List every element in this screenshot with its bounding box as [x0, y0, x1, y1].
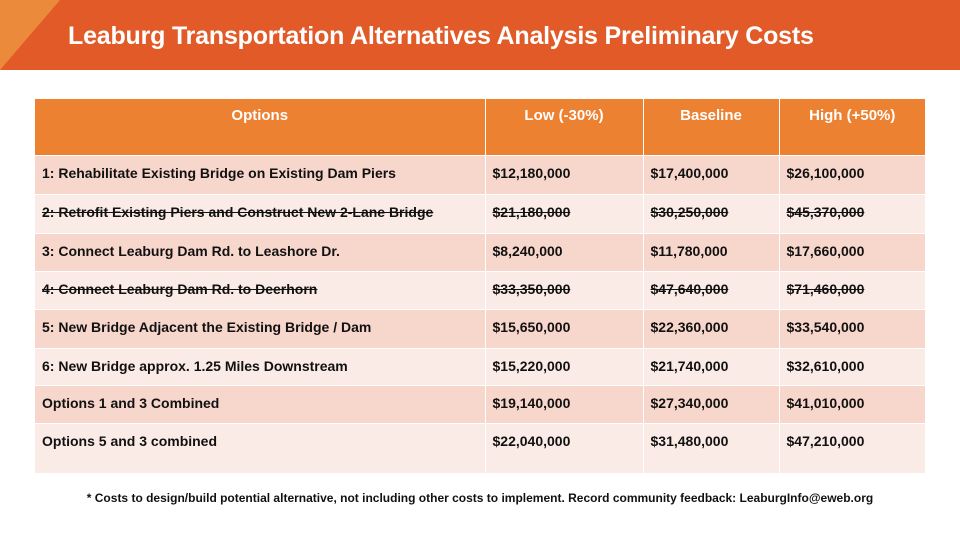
table-row: [35, 348, 925, 385]
high-cost-cell: $33,540,000: [779, 309, 925, 348]
column-header-high: High (+50%): [779, 99, 925, 155]
option-cell: 1: Rehabilitate Existing Bridge on Existing Dam Piers: [35, 155, 485, 194]
high-cost-cell: $45,370,000: [779, 194, 925, 233]
baseline-cost-cell: $30,250,000: [643, 194, 779, 233]
column-header-baseline: Baseline: [643, 99, 779, 155]
table-row: [35, 423, 925, 473]
option-cell: Options 5 and 3 combined: [35, 423, 485, 473]
baseline-cost-cell: $47,640,000: [643, 271, 779, 309]
page-title: Leaburg Transportation Alternatives Analysis Preliminary Costs: [68, 22, 814, 50]
baseline-cost-cell: $22,360,000: [643, 309, 779, 348]
low-cost-cell: $15,650,000: [485, 309, 643, 348]
option-cell: Options 1 and 3 Combined: [35, 385, 485, 423]
baseline-cost-cell: $21,740,000: [643, 348, 779, 385]
table-row: [35, 271, 925, 309]
option-cell: 3: Connect Leaburg Dam Rd. to Leashore Dr.: [35, 233, 485, 271]
high-cost-cell: $47,210,000: [779, 423, 925, 473]
low-cost-cell: $19,140,000: [485, 385, 643, 423]
option-cell: 2: Retrofit Existing Piers and Construct New 2-Lane Bridge: [35, 194, 485, 233]
table-row: [35, 309, 925, 348]
column-header-options: Options: [35, 99, 485, 155]
high-cost-cell: $17,660,000: [779, 233, 925, 271]
baseline-cost-cell: $17,400,000: [643, 155, 779, 194]
footnote: * Costs to design/build potential alternative, not including other costs to implement. Record community feedback: LeaburgInfo@eweb.org: [86, 491, 874, 505]
low-cost-cell: $12,180,000: [485, 155, 643, 194]
option-cell: 4: Connect Leaburg Dam Rd. to Deerhorn: [35, 271, 485, 309]
low-cost-cell: $15,220,000: [485, 348, 643, 385]
table-row: [35, 155, 925, 194]
table-row: [35, 385, 925, 423]
title-bar: [0, 0, 960, 70]
low-cost-cell: $8,240,000: [485, 233, 643, 271]
baseline-cost-cell: $31,480,000: [643, 423, 779, 473]
high-cost-cell: $32,610,000: [779, 348, 925, 385]
table-row: [35, 233, 925, 271]
high-cost-cell: $71,460,000: [779, 271, 925, 309]
title-accent-corner: [0, 0, 60, 70]
high-cost-cell: $41,010,000: [779, 385, 925, 423]
table-header-row: [35, 99, 925, 155]
baseline-cost-cell: $11,780,000: [643, 233, 779, 271]
option-cell: 6: New Bridge approx. 1.25 Miles Downstream: [35, 348, 485, 385]
table-row: [35, 194, 925, 233]
baseline-cost-cell: $27,340,000: [643, 385, 779, 423]
column-header-low: Low (-30%): [485, 99, 643, 155]
option-cell: 5: New Bridge Adjacent the Existing Bridge / Dam: [35, 309, 485, 348]
high-cost-cell: $26,100,000: [779, 155, 925, 194]
cost-table: [35, 99, 925, 473]
low-cost-cell: $33,350,000: [485, 271, 643, 309]
low-cost-cell: $22,040,000: [485, 423, 643, 473]
low-cost-cell: $21,180,000: [485, 194, 643, 233]
